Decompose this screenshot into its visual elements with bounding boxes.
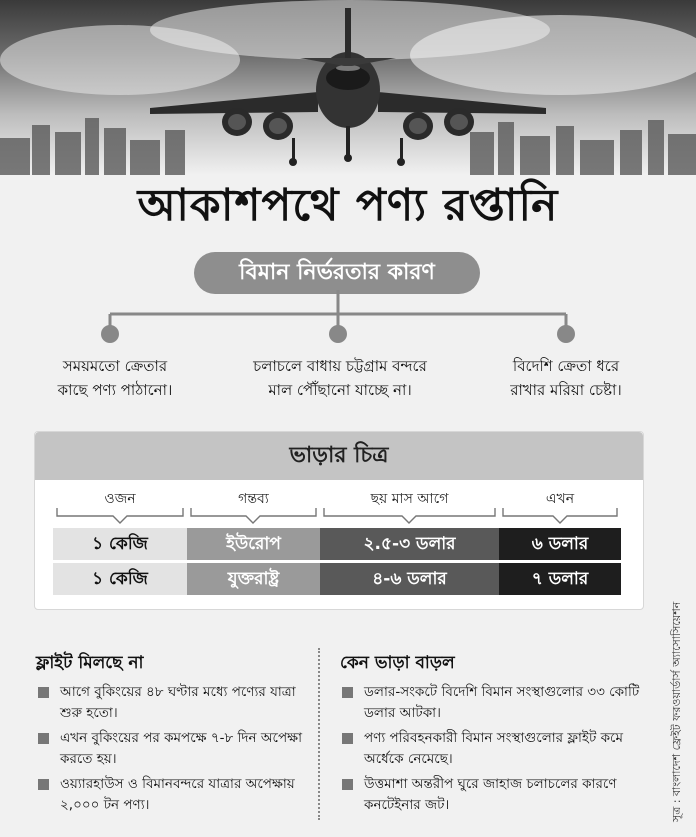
list-item: পণ্য পরিবহনকারী বিমান সংস্থাগুলোর ফ্লাইট কমে অর্ধেকে নেমেছে। (340, 728, 650, 770)
list-item: এখন বুকিংয়ের পর কমপক্ষে ৭-৮ দিন অপেক্ষা করতে হয়। (36, 728, 302, 770)
column-header-six-months-ago: ছয় মাস আগে (370, 491, 449, 507)
cell-six-months-ago: ২.৫-৩ ডলার (320, 528, 499, 560)
reason-item (226, 354, 454, 402)
list-item: ওয়্যারহাউস ও বিমানবন্দরে যাত্রার অপেক্ষায় ২,০০০ টন পণ্য। (36, 774, 302, 816)
reason-line: বিদেশি ক্রেতা ধরে (512, 357, 620, 375)
right-section-title: কেন ভাড়া বাড়ল (340, 653, 455, 673)
airplane-illustration (0, 0, 696, 175)
column-header-now: এখন (545, 491, 575, 507)
list-item: ডলার-সংকটে বিদেশি বিমান সংস্থাগুলোর ৩৩ কোটি ডলার আটকা। (340, 682, 650, 724)
reason-line: কাছে পণ্য পাঠানো। (57, 381, 173, 399)
list-item: উত্তমাশা অন্তরীপ ঘুরে জাহাজ চলাচলের কারণে কনটেইনার জট। (340, 774, 650, 816)
page-title: আকাশপথে পণ্য রপ্তানি (137, 180, 559, 231)
cell-destination: যুক্তরাষ্ট্র (187, 563, 320, 595)
left-section-title: ফ্লাইট মিলছে না (36, 653, 144, 673)
left-section-list (36, 682, 302, 820)
list-item: আগে বুকিংয়ের ৪৮ ঘণ্টার মধ্যে পণ্যের যাত্রা শুরু হতো। (36, 682, 302, 724)
cell-destination: ইউরোপ (187, 528, 320, 560)
column-header-destination: গন্তব্য (238, 491, 269, 507)
fare-table-panel (34, 431, 644, 610)
cell-now: ৭ ডলার (499, 563, 621, 595)
right-section-list (340, 682, 650, 820)
reason-line: রাখার মরিয়া চেষ্টা। (510, 381, 622, 399)
fare-table-heading: ভাড়ার চিত্র (35, 432, 643, 480)
cell-six-months-ago: ৪-৬ ডলার (320, 563, 499, 595)
column-brackets (35, 504, 643, 526)
reason-item (476, 354, 656, 402)
source-credit: সূত্র : বাংলাদেশ ফ্রেইট ফরওয়ার্ডার্স অ্যাসোসিয়েশন (670, 601, 683, 822)
reason-line: চলাচলে বাধায় চট্টগ্রাম বন্দরে (253, 357, 427, 375)
cell-weight: ১ কেজি (53, 528, 187, 560)
reason-line: মাল পৌঁছানো যাচ্ছে না। (268, 381, 412, 399)
reason-line: সময়মতো ক্রেতার (62, 357, 168, 375)
cell-weight: ১ কেজি (53, 563, 187, 595)
reasons-connector (0, 290, 696, 350)
table-row (53, 528, 621, 560)
table-row (53, 563, 621, 595)
reason-item (30, 354, 200, 402)
reasons-heading-pill: বিমান নির্ভরতার কারণ (194, 252, 480, 294)
cell-now: ৬ ডলার (499, 528, 621, 560)
hero-illustration (0, 0, 696, 175)
column-header-weight: ওজন (104, 491, 136, 507)
section-divider (318, 648, 320, 820)
